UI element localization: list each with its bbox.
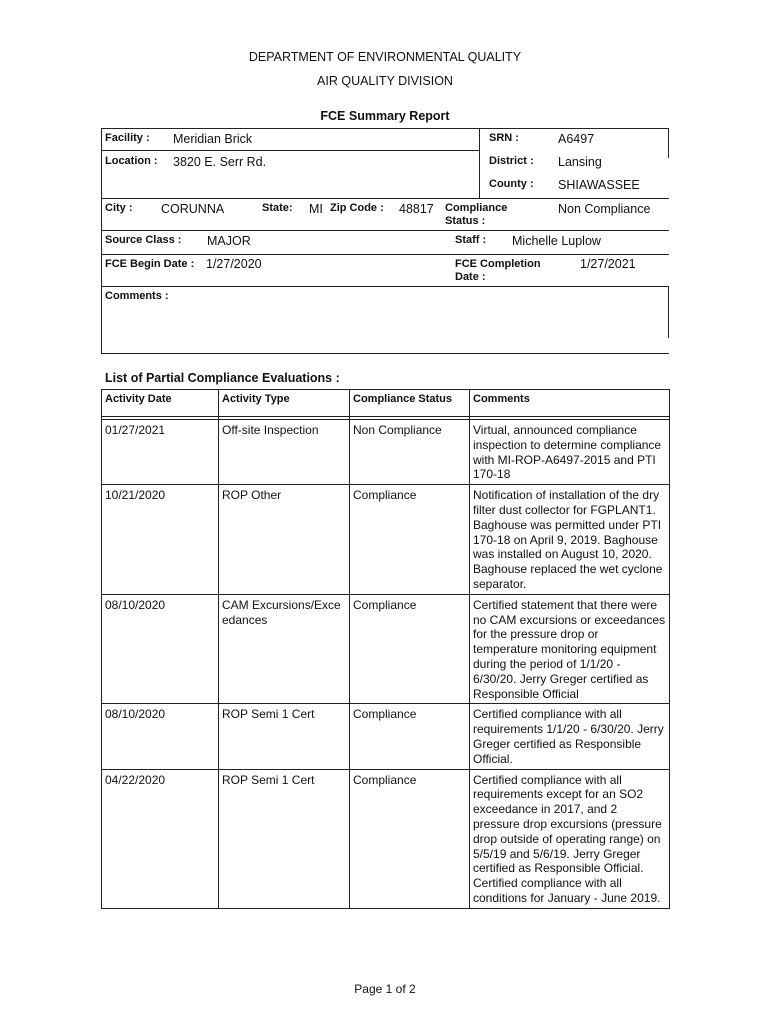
compliance-status-label-line1: Compliance (445, 202, 508, 214)
compliance-status-value: Non Compliance (558, 202, 651, 216)
comments-cell: Certified compliance with all requirements 1/1/20 - 6/30/20. Jerry Greger certified as Responsible Official. (470, 704, 670, 769)
table-row (102, 594, 670, 704)
comments-cell: Virtual, announced compliance inspection to determine compliance with MI-ROP-A6497-2015 and PTI 170-18 (470, 420, 670, 485)
city-row-top-border (101, 198, 669, 199)
district-value: Lansing (558, 155, 602, 169)
srn-value: A6497 (558, 132, 595, 146)
pce-table (101, 389, 670, 909)
source-class-value: MAJOR (207, 234, 251, 248)
activity-date-cell: 01/27/2021 (102, 420, 219, 485)
srn-label: SRN : (489, 132, 519, 144)
activity-type-cell: Off-site Inspection (219, 420, 350, 485)
staff-value: Michelle Luplow (512, 234, 601, 248)
city-value: CORUNNA (161, 202, 225, 216)
report-title: FCE Summary Report (320, 109, 450, 123)
info-box-left-border (101, 128, 102, 354)
table-row (102, 420, 670, 485)
page-number: Page 1 of 2 (354, 982, 416, 996)
activity-type-cell: CAM Excursions/Exceedances (219, 594, 350, 704)
comments-row-top-border (101, 286, 669, 287)
col-header-activity-type: Activity Type (219, 390, 350, 417)
table-row (102, 704, 670, 769)
pce-header-row (102, 390, 670, 417)
division-heading: AIR QUALITY DIVISION (317, 74, 453, 88)
county-value: SHIAWASSEE (558, 178, 640, 192)
comments-cell: Certified compliance with all requirements except for an SO2 exceedance in 2017, and 2 pressure drop excursions (pressure drop outside of operating range) on 5/5/19 and 5/6/19. Jerry Greger certified as Responsible Official. Certified compliance with all conditions for January - June 2019. (470, 769, 670, 908)
fce-begin-value: 1/27/2020 (206, 257, 262, 271)
table-row (102, 769, 670, 908)
info-box-bottom-border (101, 353, 669, 354)
county-label: County : (489, 178, 534, 190)
fce-begin-label: FCE Begin Date : (105, 258, 195, 270)
col-header-activity-date: Activity Date (102, 390, 219, 417)
activity-date-cell: 08/10/2020 (102, 594, 219, 704)
comments-label: Comments : (105, 290, 169, 302)
compliance-status-cell: Non Compliance (350, 420, 470, 485)
table-row (102, 485, 670, 595)
compliance-status-cell: Compliance (350, 769, 470, 908)
city-label: City : (105, 202, 133, 214)
department-heading: DEPARTMENT OF ENVIRONMENTAL QUALITY (248, 50, 522, 64)
staff-label: Staff : (455, 234, 487, 246)
source-class-label: Source Class : (105, 234, 182, 246)
state-value: MI (309, 202, 323, 216)
source-row-top-border (101, 230, 669, 231)
location-label: Location : (105, 155, 158, 167)
facility-value: Meridian Brick (173, 132, 253, 146)
info-box-right-border-bottom (668, 286, 669, 338)
comments-cell: Certified statement that there were no CAM excursions or exceedances for the pressure drop or temperature monitoring equipment during the period of 1/1/20 - 6/30/20. Jerry Greger certified as Responsible Official (470, 594, 670, 704)
facility-label: Facility : (105, 132, 150, 144)
activity-date-cell: 10/21/2020 (102, 485, 219, 595)
comments-cell: Notification of installation of the dry filter dust collector for FGPLANT1. Baghouse was permitted under PTI 170-18 on April 9, 2019. Baghouse was installed on August 10, 2020. Baghouse replaced the wet cyclone separator. (470, 485, 670, 595)
col-header-comments: Comments (470, 390, 670, 417)
activity-date-cell: 08/10/2020 (102, 704, 219, 769)
fce-completion-value: 1/27/2021 (580, 257, 636, 271)
state-label: State: (262, 202, 293, 214)
zip-value: 48817 (399, 202, 434, 216)
activity-type-cell: ROP Semi 1 Cert (219, 704, 350, 769)
fce-completion-label-line1: FCE Completion (455, 258, 541, 270)
pce-list-title: List of Partial Compliance Evaluations : (105, 371, 340, 385)
facility-row-divider (101, 150, 479, 151)
compliance-status-cell: Compliance (350, 594, 470, 704)
compliance-status-cell: Compliance (350, 704, 470, 769)
compliance-status-cell: Compliance (350, 485, 470, 595)
activity-type-cell: ROP Other (219, 485, 350, 595)
zip-label: Zip Code : (330, 202, 384, 214)
district-label: District : (489, 155, 534, 167)
info-box-top-border (101, 128, 669, 129)
col-header-compliance-status: Compliance Status (350, 390, 470, 417)
begin-row-top-border (101, 254, 669, 255)
info-box-right-border-top (668, 128, 669, 158)
fce-completion-label-line2: Date : (455, 271, 486, 283)
activity-date-cell: 04/22/2020 (102, 769, 219, 908)
district-block-left-border (479, 128, 480, 199)
compliance-status-label-line2: Status : (445, 215, 486, 227)
activity-type-cell: ROP Semi 1 Cert (219, 769, 350, 908)
location-value: 3820 E. Serr Rd. (173, 155, 267, 169)
